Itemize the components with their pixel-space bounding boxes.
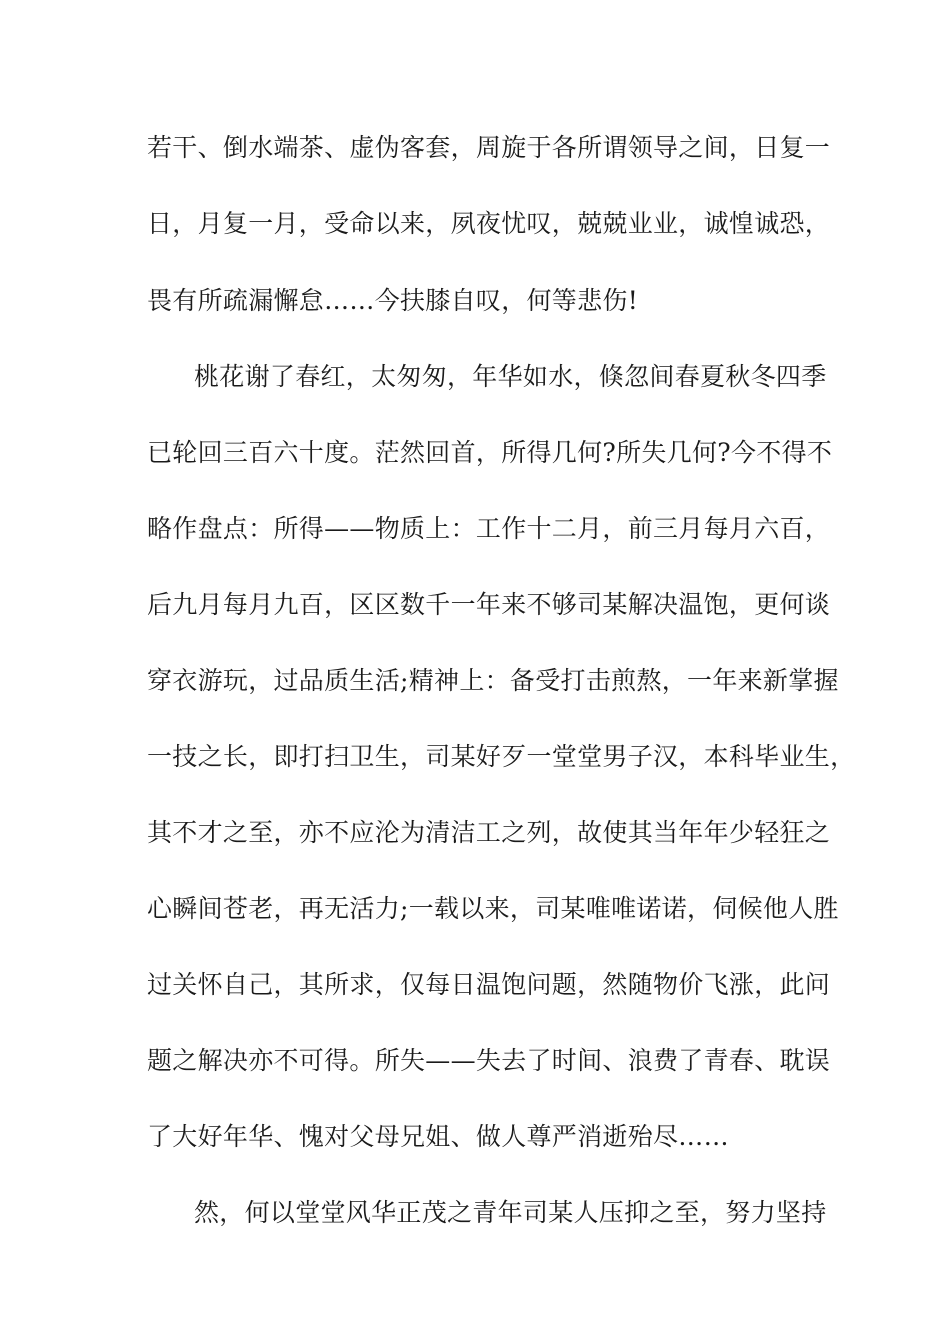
paragraph-start-line: 桃花谢了春红，太匆匆，年华如水，倏忽间春夏秋冬四季: [194, 362, 827, 391]
text-line: 心瞬间苍老，再无活力;一载以来，司某唯唯诺诺，伺候他人胜: [147, 894, 839, 923]
text-line: 后九月每月九百，区区数千一年来不够司某解决温饱，更何谈: [147, 590, 831, 619]
text-line: 已轮回三百六十度。茫然回首，所得几何?所失几何?今不得不: [147, 438, 833, 467]
text-line: 过关怀自己，其所求，仅每日温饱问题，然随物价飞涨，此问: [147, 970, 831, 999]
text-line: 略作盘点：所得——物质上：工作十二月，前三月每月六百，: [147, 514, 831, 543]
text-line: 其不才之至，亦不应沦为清洁工之列，故使其当年年少轻狂之: [147, 818, 831, 847]
paragraph-start-line: 然，何以堂堂风华正茂之青年司某人压抑之至，努力坚持: [194, 1198, 827, 1227]
text-line: 题之解决亦不可得。所失——失去了时间、浪费了青春、耽误: [147, 1046, 831, 1075]
text-line: 若干、倒水端茶、虚伪客套，周旋于各所谓领导之间，日复一: [147, 133, 831, 162]
text-line: 畏有所疏漏懈怠……今扶膝自叹，何等悲伤!: [147, 286, 639, 315]
text-line: 穿衣游玩，过品质生活;精神上：备受打击煎熬，一年来新掌握: [147, 666, 839, 695]
text-line: 了大好年华、愧对父母兄姐、做人尊严消逝殆尽……: [147, 1122, 729, 1151]
text-line: 一技之长，即打扫卫生，司某好歹一堂堂男子汉，本科毕业生，: [147, 742, 856, 771]
text-line: 日，月复一月，受命以来，夙夜忧叹，兢兢业业，诚惶诚恐，: [147, 209, 831, 238]
